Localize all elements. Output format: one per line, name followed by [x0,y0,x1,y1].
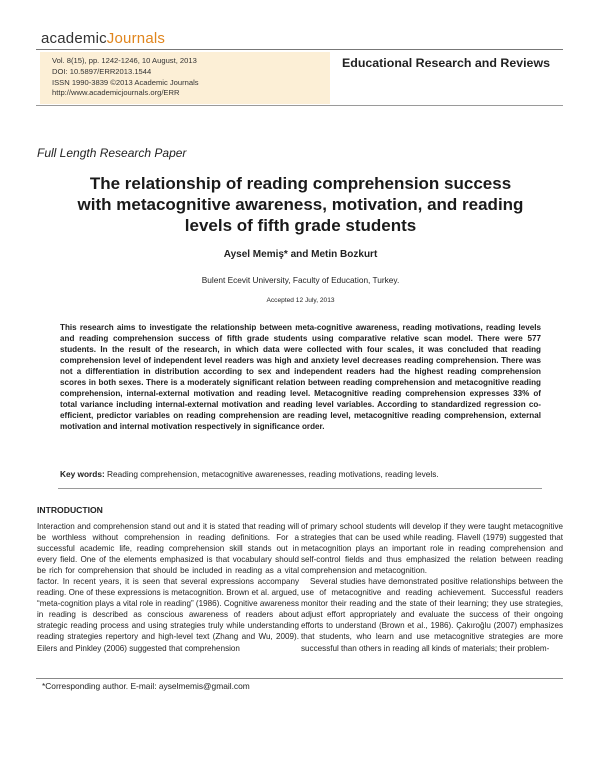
publisher-logo-part2: Journals [106,30,166,47]
journal-url[interactable]: http://www.academicjournals.org/ERR [52,88,180,98]
doi-line: DOI: 10.5897/ERR2013.1544 [52,66,152,76]
body-column-left [37,521,299,654]
keywords [60,469,541,480]
affiliation: Bulent Ecevit University, Faculty of Education, Turkey. [201,275,400,285]
publisher-logo [41,30,165,47]
header-bottom-divider [36,105,563,106]
keywords-text: Reading comprehension, metacognitive awarenesses, reading motivations, reading levels. [107,469,439,479]
authors: Aysel Memiş* and Metin Bozkurt [223,249,378,260]
paragraph: Interaction and comprehension stand out and it is stated that reading will be worthless without comprehension in reading definitions. For a successful academic life, reading comprehension skill stands out in every field. One of the elements emphasized is that vocabulary should be rich for comprehension that should be included in reading as a vital factor. In recent years, it is seen that several expressions accompany reading. One of these expressions is metacognition. Brown et al. argued, “meta-cognition plays a vital role in reading” (1986). Cognitive awareness in reading is described as conscious awareness of readers about strategic reading process and using strategies truly while understanding reading strategies repertory and high-level text (Zhang and Wu, 2009). Eilers and Pinkley (2006) suggested that comprehension [37,522,299,653]
journal-name: Educational Research and Reviews [342,56,550,70]
footnote-divider [36,678,563,679]
corresponding-author-footnote: *Corresponding author. E-mail: ayselmemis@gmail.com [42,681,250,691]
paragraph: Several studies have demonstrated positive relationships between the use of metacognitive and reading achievement. Successful readers monitor their reading and the state of their learning; they use strategies, adjust effort appropriately and evaluate the success of their ongoing efforts to understand (Brown et al., 1986). Çakıroğlu (2007) emphasizes that students, who learn and use metacognitive strategies are more successful than others in reading all kinds of materials; their problem- [301,577,563,653]
keywords-label: Key words: [60,469,105,479]
body-column-right [301,521,563,654]
header-divider [36,49,563,50]
title-line-2: with metacognitive awareness, motivation, and reading [77,195,524,214]
paragraph: of primary school students will develop if they were taught metacognitive strategies that can be used while reading. Flavell (1979) suggested that metacognition plays an important role in reading comprehension and self-control fields and thus emphasized the relation between reading comprehension and metacognition. [301,522,563,576]
paper-type: Full Length Research Paper [37,146,187,160]
title-line-1: The relationship of reading comprehension success [89,174,512,193]
accepted-date: Accepted 12 July, 2013 [266,297,335,304]
publisher-logo-part1: academic [41,30,107,47]
issn-line: ISSN 1990-3839 ©2013 Academic Journals [52,77,199,87]
volume-line: Vol. 8(15), pp. 1242-1246, 10 August, 2013 [52,56,197,65]
section-heading: INTRODUCTION [37,505,103,515]
title-line-3: levels of fifth grade students [184,216,417,235]
citation-box [40,52,330,104]
abstract-divider [58,488,542,489]
paper-title [40,173,561,236]
abstract: This research aims to investigate the relationship between meta-cognitive awareness, reading motivations, reading levels and reading comprehension success of fifth grade students using comparative relative scan model. There were 577 students. In the result of the research, in which data were collected with four scales, it was concluded that reading comprehension level of independent level readers was high and anxiety level decreases reading comprehension. There was not a differentiation in distribution according to sex and independent readers had the highest reading comprehension scores in both sexes. There is a moderately significant relation between reading comprehension and metacognitive reading comprehension, internal-external motivation and reading level. Metacognitive reading comprehension expresses 33% of total variance including internal-external motivation and reading level variables. According to standardized regression co-efficient, predictor variables on reading comprehension are reading level, metacognitive reading comprehension, external motivation and internal motivation respectively in significance order. [60,323,541,431]
